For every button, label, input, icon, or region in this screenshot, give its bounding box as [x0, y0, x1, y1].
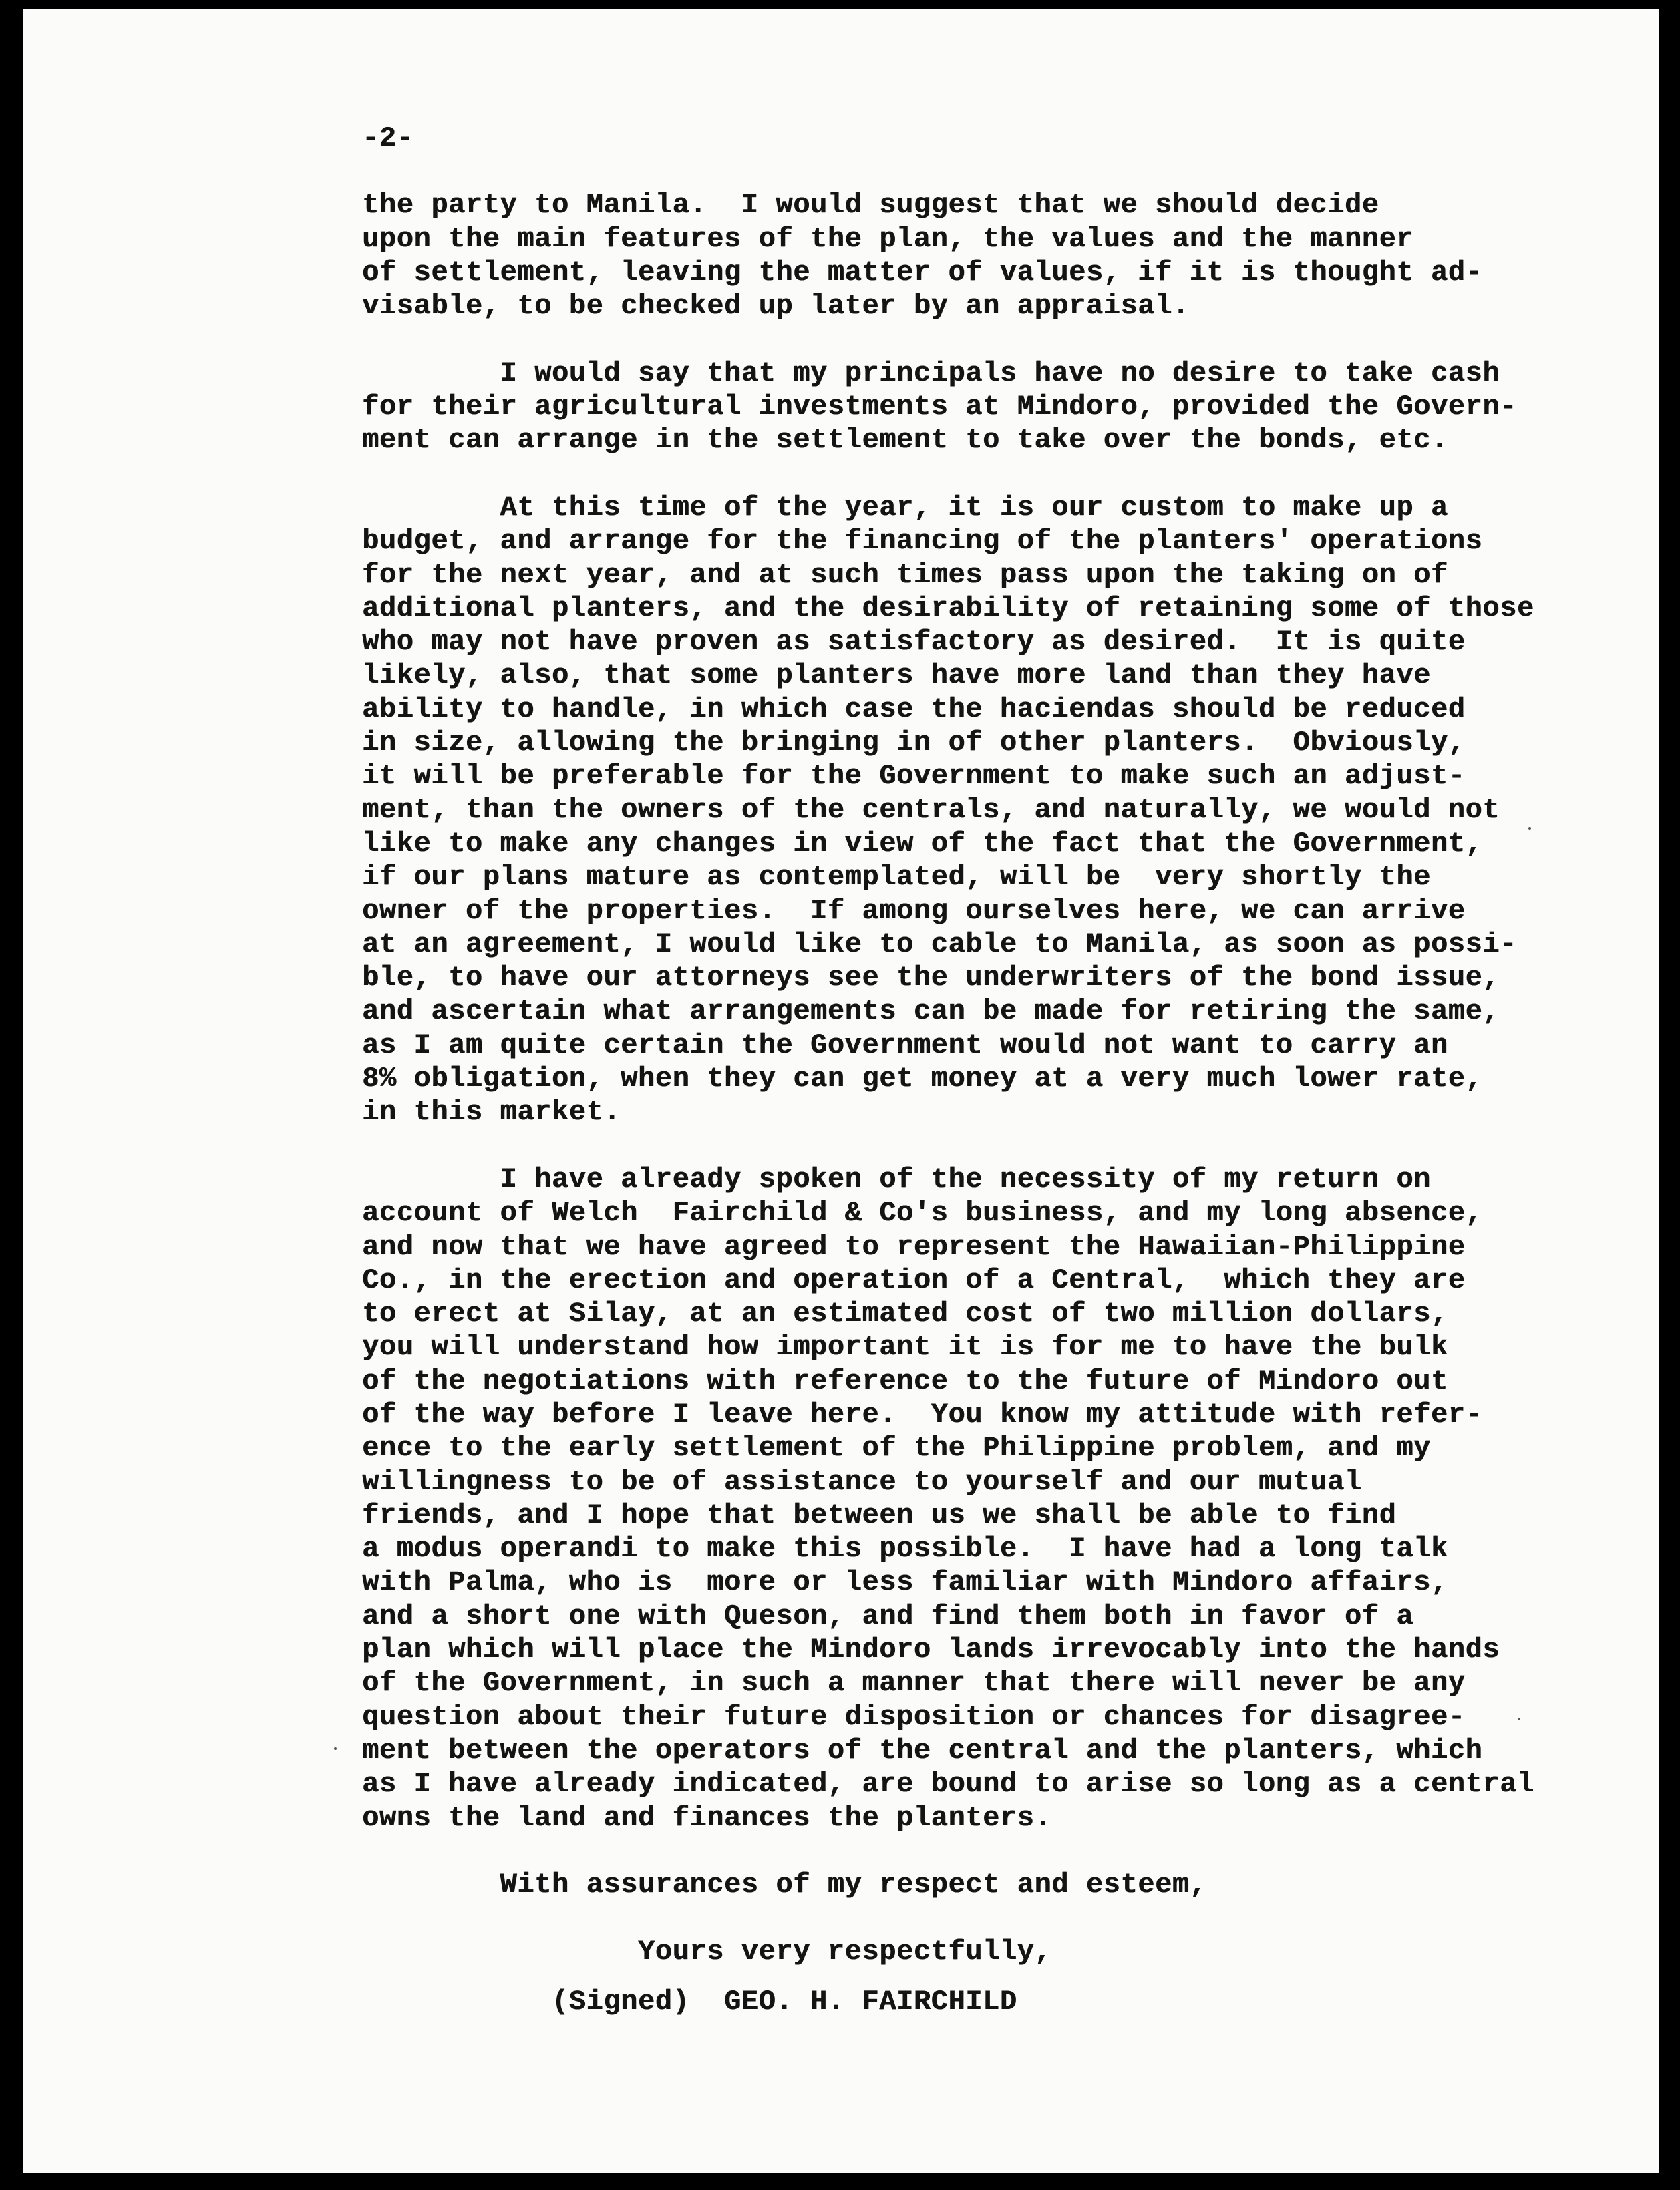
text-line: account of Welch Fairchild & Co's business, and my long absence,	[362, 1197, 1483, 1230]
text-line: of the negotiations with reference to the future of Mindoro out	[362, 1364, 1448, 1397]
text-line: with Palma, who is more or less familiar with Mindoro affairs,	[362, 1566, 1448, 1599]
text-line: to erect at Silay, at an estimated cost of two million dollars,	[362, 1298, 1448, 1330]
document-page	[23, 9, 1659, 2173]
text-line: of the Government, in such a manner that there will never be any	[362, 1667, 1466, 1700]
text-line: you will understand how important it is for me to have the bulk	[362, 1331, 1448, 1364]
text-line: I have already spoken of the necessity of my return on	[362, 1163, 1431, 1196]
text-line: question about their future disposition or chances for disagree-	[362, 1700, 1466, 1733]
text-line: ment, than the owners of the centrals, and naturally, we would not	[362, 793, 1500, 826]
letter-closing	[362, 1868, 1584, 2018]
closing-salutation: With assurances of my respect and esteem,	[362, 1869, 1207, 1901]
text-line: as I have already indicated, are bound to arise so long as a central	[362, 1768, 1534, 1801]
text-line: visable, to be checked up later by an appraisal.	[362, 290, 1190, 323]
text-line: additional planters, and the desirability of retaining some of those	[362, 592, 1534, 624]
text-line: ble, to have our attorneys see the underwriters of the bond issue,	[362, 962, 1500, 994]
text-line: and ascertain what arrangements can be made for retiring the same,	[362, 995, 1500, 1028]
text-line: plan which will place the Mindoro lands irrevocably into the hands	[362, 1634, 1500, 1666]
paragraph-3	[362, 491, 1584, 1129]
text-line: budget, and arrange for the financing of the planters' operations	[362, 525, 1483, 558]
text-line: of the way before I leave here. You know my attitude with refer-	[362, 1398, 1483, 1431]
text-line: owner of the properties. If among ourselves here, we can arrive	[362, 894, 1466, 927]
text-line: likely, also, that some planters have more land than they have	[362, 659, 1431, 692]
text-line: ment can arrange in the settlement to take over the bonds, etc.	[362, 424, 1448, 457]
letter-body	[362, 122, 1584, 2018]
text-line: friends, and I hope that between us we shall be able to find	[362, 1499, 1397, 1531]
complimentary-close: Yours very respectfully,	[362, 1936, 1052, 1968]
text-line: of settlement, leaving the matter of values, if it is thought ad-	[362, 256, 1483, 289]
signature-line: (Signed) GEO. H. FAIRCHILD	[362, 1985, 1017, 2018]
text-line: 8% obligation, when they can get money at a very much lower rate,	[362, 1063, 1483, 1095]
text-line: the party to Manila. I would suggest that we should decide	[362, 189, 1379, 222]
text-line: it will be preferable for the Government to make such an adjust-	[362, 760, 1466, 793]
text-line: a modus operandi to make this possible. I have had a long talk	[362, 1533, 1448, 1566]
text-line: ence to the early settlement of the Philippine problem, and my	[362, 1432, 1431, 1465]
text-line: Co., in the erection and operation of a Central, which they are	[362, 1264, 1466, 1296]
text-line: upon the main features of the plan, the values and the manner	[362, 222, 1414, 255]
text-line: if our plans mature as contemplated, will be very shortly the	[362, 861, 1431, 894]
text-line: ment between the operators of the central and the planters, which	[362, 1734, 1483, 1767]
text-line: in size, allowing the bringing in of other planters. Obviously,	[362, 727, 1466, 759]
text-line: and now that we have agreed to represent the Hawaiian-Philippine	[362, 1230, 1466, 1263]
paragraph-4	[362, 1163, 1584, 1835]
paragraph-2	[362, 357, 1584, 458]
paragraph-1	[362, 188, 1584, 323]
text-line: for the next year, and at such times pass upon the taking on of	[362, 558, 1448, 591]
text-line: At this time of the year, it is our custom to make up a	[362, 491, 1448, 524]
text-line: I would say that my principals have no desire to take cash	[362, 357, 1500, 389]
text-line: for their agricultural investments at Mindoro, provided the Govern-	[362, 391, 1517, 423]
text-line: like to make any changes in view of the fact that the Government,	[362, 827, 1483, 860]
text-line: at an agreement, I would like to cable to Manila, as soon as possi-	[362, 928, 1517, 960]
text-line: and a short one with Queson, and find them both in favor of a	[362, 1600, 1414, 1632]
page-number: -2-	[362, 122, 414, 154]
text-line: ability to handle, in which case the haciendas should be reduced	[362, 693, 1466, 725]
paper-speck	[334, 1747, 337, 1750]
text-line: as I am quite certain the Government would not want to carry an	[362, 1029, 1448, 1061]
text-line: in this market.	[362, 1096, 621, 1129]
text-line: owns the land and finances the planters.	[362, 1801, 1052, 1834]
text-line: who may not have proven as satisfactory as desired. It is quite	[362, 626, 1466, 659]
text-line: willingness to be of assistance to yourself and our mutual	[362, 1465, 1362, 1498]
